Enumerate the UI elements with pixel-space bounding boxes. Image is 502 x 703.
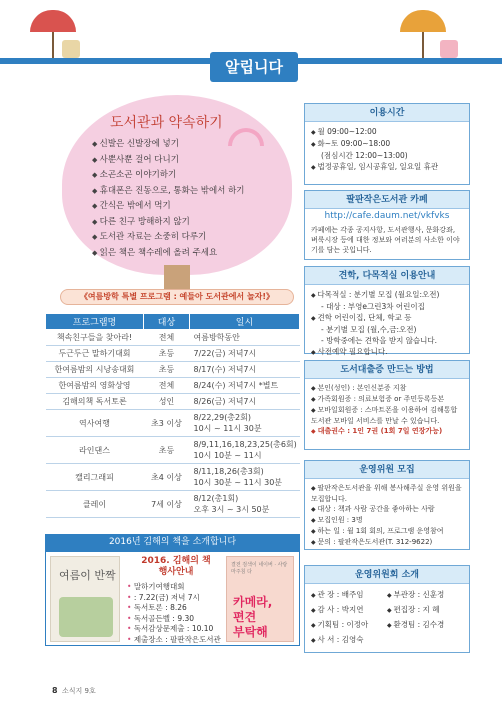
promise-item: ◆ 신발은 신발장에 넣기 [92, 137, 245, 153]
tour-item: ◆ 견학 어린이집, 단체, 학교 등 [311, 312, 463, 324]
promise-item: ◆ 소곤소곤 이야기하기 [92, 168, 245, 184]
program-time: 8/26(금) 저녁7시 [190, 394, 300, 410]
program-name: 캘리그래피 [46, 464, 144, 491]
committee-item: ◆ 팔판작은도서관을 위해 봉사해주실 운영 위원을 모집합니다. [311, 483, 463, 504]
table-row [46, 410, 300, 437]
program-target: 초4 이상 [144, 464, 190, 491]
promise-item: ◆ 휴대폰은 진동으로, 통화는 밖에서 하기 [92, 184, 245, 200]
committee-item: ◆ 하는 일 : 월 1회 회의, 프로그램 운영참여 [311, 526, 463, 537]
program-name: 라인댄스 [46, 437, 144, 464]
staff-item: ◆ 관 장 : 배주임 [311, 588, 387, 603]
hours-item: (점심시간 12:00~13:00) [321, 151, 408, 160]
card-box [304, 360, 470, 450]
column-header: 대상 [144, 314, 190, 330]
committee-item: ◆ 모집인원 : 3명 [311, 515, 463, 526]
committee-item: ◆ 대상 : 책과 사람 공간을 좋아하는 사람 [311, 504, 463, 515]
table-row [46, 330, 300, 346]
book-title: 카메라, 편견 부탁해 [233, 595, 273, 639]
staff-item: ◆ 부관장 : 신훈정 [387, 588, 463, 603]
program-time: 8/24(수) 저녁7시 *별트 [190, 378, 300, 394]
page-number: 8 [52, 686, 58, 695]
program-target: 전체 [144, 378, 190, 394]
table-row [46, 437, 300, 464]
column-header: 프로그램명 [46, 314, 144, 330]
program-name: 한여름밤의 시낭송대회 [46, 362, 144, 378]
book-illustration [59, 597, 113, 637]
page-title: 알립니다 [210, 52, 298, 82]
program-target: 전체 [144, 330, 190, 346]
program-name: 김해의책 독서토론 [46, 394, 144, 410]
hours-box [304, 103, 470, 185]
hours-title: 이용시간 [305, 104, 469, 122]
event-info-item: • 독서감상문제출 : 10.10 [127, 624, 221, 635]
program-target: 초3 이상 [144, 410, 190, 437]
event-info-item: • 제출장소 : 팔판작은도서관 [127, 635, 221, 646]
program-time: 8/9,11,16,18,23,25(총6회) 10시 10분 ~ 11시 [190, 437, 300, 464]
program-name: 한여름밤의 영화상영 [46, 378, 144, 394]
promise-item: ◆ 다른 친구 방해하지 않기 [92, 215, 245, 231]
staff-title: 운영위원회 소개 [305, 566, 469, 584]
program-target: 초등 [144, 346, 190, 362]
cafe-desc: 카페에는 각종 공지사항, 도서관행사, 문화강좌, 벼룩시장 등에 대한 정보와 여러분의 사소한 이야기를 담는 곳입니다. [311, 226, 460, 254]
book-cover [50, 556, 120, 642]
event-info-title: 2016. 김해의 책 행사안내 [141, 556, 211, 577]
books-title: 2016년 김해의 책을 소개합니다 [45, 534, 300, 551]
program-banner: 《여름방학 특별 프로그램 : 예들아 도서관에서 놀자!》 [60, 289, 294, 305]
committee-box [304, 460, 470, 550]
promise-list [92, 137, 245, 261]
tour-item: - 대상 : 부영e그린3차 어린이집 [321, 302, 425, 311]
tour-box [304, 266, 470, 354]
card-item: ◆ 가족회원증 : 의료보험증 or 주민등록등본 [311, 394, 463, 405]
tour-item: ◆ 다목적실 : 분기별 모집 (월요일:오전) [311, 289, 463, 301]
program-time: 8/22,29(총2회) 10시 ~ 11시 30분 [190, 410, 300, 437]
table-row [46, 378, 300, 394]
hours-item: ◆ 화~토 09:00~18:00 [311, 138, 463, 150]
card-item: ◆ 대출권수 : 1인 7권 (1회 7일 연장가능) [311, 426, 463, 437]
card-item: ◆ 모바일회원증 : 스마트폰을 이용하여 김해통합도서관 모바일 서비스를 만날 수 있습니다. [311, 405, 463, 426]
promise-item: ◆ 읽은 책은 책수레에 올려 주세요 [92, 246, 245, 262]
tour-item: ◆ 사전예약 필요합니다. [311, 346, 463, 358]
program-name: 역사여행 [46, 410, 144, 437]
program-time: 여름방학동안 [190, 330, 300, 346]
program-time: 8/12(총1회) 오후 3시 ~ 3시 50분 [190, 491, 300, 518]
book-title: 여름이 반짝 [59, 569, 116, 582]
book-subtitle: 결전 검색이 네이버 · 사랑 마주침 다 [231, 562, 288, 575]
committee-title: 운영위원 모집 [305, 461, 469, 479]
staff-item: ◆ 사 서 : 김영숙 [311, 633, 387, 648]
cafe-title: 팔판작은도서관 카페 [305, 191, 469, 209]
cafe-link[interactable]: http://cafe.daum.net/vkfvks [324, 211, 450, 221]
book-cover [226, 556, 294, 642]
hours-item: ◆ 법정공휴일, 임시공휴일, 일요일 휴관 [311, 161, 463, 173]
promise-title: 도서관과 약속하기 [110, 115, 223, 131]
cafe-box [304, 190, 470, 260]
promise-item: ◆ 사뿐사뿐 걸어 다니기 [92, 153, 245, 169]
card-title: 도서대출증 만드는 방법 [305, 361, 469, 379]
program-target: 성인 [144, 394, 190, 410]
table-row [46, 464, 300, 491]
staff-item: ◆ 환경팀 : 김수경 [387, 618, 463, 633]
event-info-item: • 말하기여행대회 [127, 582, 221, 593]
cup-icon [440, 40, 458, 58]
magazine-name: 소식지 9호 [62, 687, 96, 695]
event-info-list [127, 582, 221, 645]
program-target: 초등 [144, 437, 190, 464]
program-time: 8/17(수) 저녁7시 [190, 362, 300, 378]
event-info-item: • 독서토론 : 8.26 [127, 603, 221, 614]
program-name: 클레이 [46, 491, 144, 518]
table-row [46, 362, 300, 378]
tour-item: - 분기별 모집 (월,수,금:오전) [321, 325, 417, 334]
hours-item: ◆ 월 09:00~12:00 [311, 126, 463, 138]
tour-title: 견학, 다목적실 이용안내 [305, 267, 469, 285]
table-row [46, 394, 300, 410]
column-header: 일시 [190, 314, 300, 330]
staff-box [304, 565, 470, 653]
program-target: 7세 이상 [144, 491, 190, 518]
cup-icon [62, 40, 80, 58]
table-row [46, 491, 300, 518]
promise-item: ◆ 간식은 밖에서 먹기 [92, 199, 245, 215]
event-info-item: • 독서골든벨 : 9.30 [127, 614, 221, 625]
program-table [45, 313, 300, 518]
promise-item: ◆ 도서관 자료는 소중히 다루기 [92, 230, 245, 246]
program-name: 두근두근 말하기대회 [46, 346, 144, 362]
staff-item: ◆ 기획팀 : 이정아 [311, 618, 387, 633]
tour-item: - 방학중에는 견학을 받지 않습니다. [321, 336, 438, 345]
staff-item: ◆ 감 사 : 박지연 [311, 603, 387, 618]
header [0, 0, 502, 90]
card-item: ◆ 본인(성인) : 본인신분증 지참 [311, 383, 463, 394]
table-row [46, 346, 300, 362]
program-target: 초등 [144, 362, 190, 378]
program-time: 8/11,18,26(총3회) 10시 30분 ~ 11시 30분 [190, 464, 300, 491]
staff-item: ◆ 편집장 : 지 혜 [387, 603, 463, 618]
program-name: 책속친구들을 찾아라! [46, 330, 144, 346]
program-time: 7/22(금) 저녁7시 [190, 346, 300, 362]
committee-item: ◆ 문의 : 팔판작은도서관(T. 312-9622) [311, 537, 463, 548]
event-info-item: • : 7.22(금) 저녁 7시 [127, 593, 221, 604]
